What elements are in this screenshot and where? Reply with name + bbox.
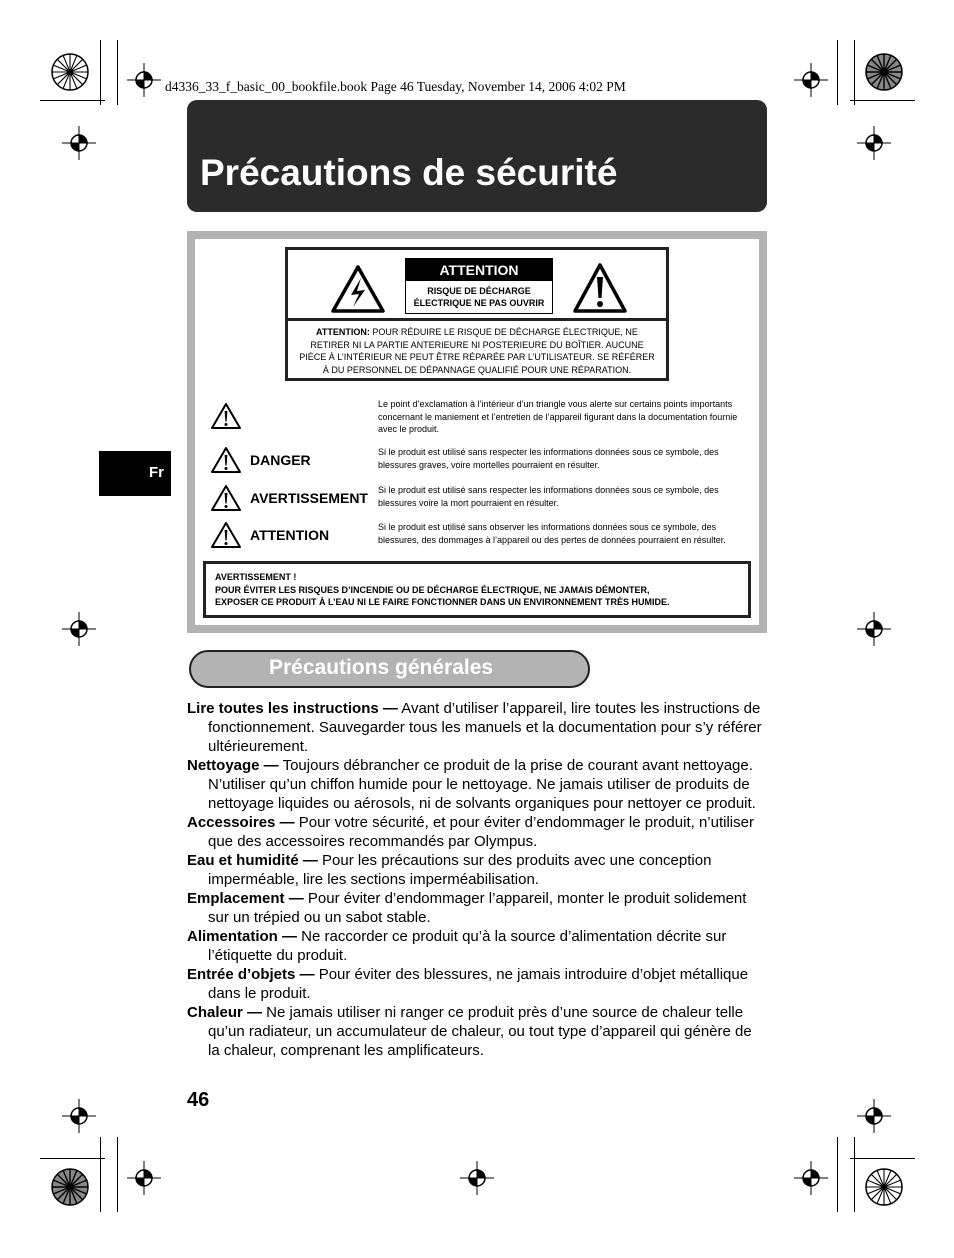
page-number: 46 bbox=[187, 1089, 210, 1111]
symbol-description: Si le produit est utilisé sans observer les informations données sous ce symbole, des blessures, des dommages à l’appareil ou des pertes de données pourraient en résulter. bbox=[378, 522, 726, 545]
list-item bbox=[187, 699, 767, 756]
shock-text-line: PIÈCE À L’INTÉRIEUR NE PEUT ÊTRE RÉPARÉE PAR L’UTILISATEUR. SE RÉFÉRER bbox=[299, 352, 655, 362]
item-term: Chaleur — bbox=[187, 1004, 263, 1021]
list-item bbox=[187, 851, 767, 889]
starburst-mark bbox=[50, 52, 90, 92]
crop-line bbox=[850, 100, 915, 101]
item-text: Avant d’utiliser l’appareil, lire toutes les instructions de fonctionnement. Sauvegarder tous les manuels et la documentation pour s’y référer ultérieurement. bbox=[208, 700, 762, 755]
crop-line bbox=[117, 40, 118, 105]
item-text: Ne jamais utiliser ni ranger ce produit près d’une source de chaleur telle qu’un radiateur, un accumulateur de chaleur, ou tout type d’appareil qui génère de la chaleur, comprenant les amplificateurs. bbox=[208, 1004, 752, 1059]
list-item bbox=[187, 889, 767, 927]
shock-text-line: À DU PERSONNEL DE DÉPANNAGE QUALIFIÉ POUR UNE RÉPARATION. bbox=[322, 364, 632, 375]
shock-hazard-text bbox=[292, 326, 662, 376]
attention-label-line: ÉLECTRIQUE NE PAS OUVRIR bbox=[413, 298, 545, 308]
exclamation-warning-icon bbox=[572, 262, 628, 314]
starburst-mark bbox=[864, 52, 904, 92]
item-term: Entrée d’objets — bbox=[187, 966, 315, 983]
crop-line bbox=[40, 100, 105, 101]
fire-shock-warning-box bbox=[203, 561, 751, 618]
item-term: Nettoyage — bbox=[187, 757, 279, 774]
item-text: Toujours débrancher ce produit de la prise de courant avant nettoyage. N’utiliser qu’un chiffon humide pour le nettoyage. Ne jamais utiliser de produits de nettoyage liquides ou aérosols, ni de solvants organiques pour nettoyer ce produit. bbox=[208, 757, 756, 812]
registration-mark bbox=[857, 612, 891, 646]
symbol-description: Le point d’exclamation à l’intérieur d’un triangle vous alerte sur certains points importants concernant le maniement et l’entretien de l’appareil figurant dans la documentation fournie avec le produit. bbox=[378, 399, 738, 434]
registration-mark bbox=[460, 1161, 494, 1195]
crop-line bbox=[100, 40, 101, 105]
item-text: Pour votre sécurité, et pour éviter d’endommager le produit, n’utiliser que des accessoires recommandés par Olympus. bbox=[208, 814, 754, 850]
registration-mark bbox=[62, 126, 96, 160]
language-tab-label: Fr bbox=[149, 464, 164, 481]
exclamation-warning-icon bbox=[210, 446, 242, 474]
registration-mark bbox=[857, 1099, 891, 1133]
starburst-mark bbox=[50, 1167, 90, 1207]
item-term: Eau et humidité — bbox=[187, 852, 318, 869]
item-text: Pour éviter d’endommager l’appareil, monter le produit solidement sur un trépied ou un sabot stable. bbox=[208, 890, 747, 926]
symbol-description: Si le produit est utilisé sans respecter les informations données sous ce symbole, des blessures voire la mort pourraient en résulter. bbox=[378, 485, 719, 508]
section-heading-label: Précautions générales bbox=[269, 656, 494, 679]
attention-label bbox=[405, 258, 553, 314]
item-term: Emplacement — bbox=[187, 890, 304, 907]
attention-label-line: RISQUE DE DÉCHARGE bbox=[427, 286, 531, 296]
registration-mark bbox=[794, 63, 828, 97]
shock-hazard-header bbox=[288, 250, 666, 321]
warning-box-line: POUR ÉVITER LES RISQUES D’INCENDIE OU DE DÉCHARGE ÉLECTRIQUE, NE JAMAIS DÉMONTER, bbox=[215, 584, 650, 595]
crop-line bbox=[40, 1158, 105, 1159]
page-title: Précautions de sécurité bbox=[200, 152, 618, 193]
symbol-label: AVERTISSEMENT bbox=[250, 490, 368, 506]
list-item bbox=[187, 965, 767, 1003]
lightning-warning-icon bbox=[330, 264, 386, 314]
bookfile-header: d4336_33_f_basic_00_bookfile.book Page 46 Tuesday, November 14, 2006 4:02 PM bbox=[165, 79, 626, 94]
list-item bbox=[187, 1003, 767, 1060]
item-text: Ne raccorder ce produit qu’à la source d’alimentation décrite sur l’étiquette du produit. bbox=[208, 928, 727, 964]
section-heading bbox=[189, 650, 590, 688]
list-item bbox=[187, 927, 767, 965]
starburst-mark bbox=[864, 1167, 904, 1207]
item-text: Pour les précautions sur des produits avec une conception imperméable, lire les sections imperméabilisation. bbox=[208, 852, 712, 888]
shock-text-line: RETIRER NI LA PARTIE ANTERIEURE NI POSTERIEURE DU BOÎTIER. AUCUNE bbox=[310, 339, 644, 350]
warning-box-line: AVERTISSEMENT ! bbox=[215, 572, 297, 582]
shock-text-line: POUR RÉDUIRE LE RISQUE DE DÉCHARGE ÉLECTRIQUE, NE bbox=[369, 327, 638, 337]
attention-label-header: ATTENTION bbox=[406, 259, 552, 281]
registration-mark bbox=[62, 612, 96, 646]
shock-text-bold: ATTENTION: bbox=[316, 327, 370, 337]
precautions-list bbox=[187, 699, 767, 1060]
warning-box-line: EXPOSER CE PRODUIT À L’EAU NI LE FAIRE FONCTIONNER DANS UN ENVIRONNEMENT TRÈS HUMIDE. bbox=[215, 597, 670, 607]
exclamation-warning-icon bbox=[210, 402, 242, 430]
item-text: Pour éviter des blessures, ne jamais introduire d’objet métallique dans le produit. bbox=[208, 966, 749, 1002]
crop-line bbox=[837, 1137, 838, 1212]
exclamation-warning-icon bbox=[210, 484, 242, 512]
crop-line bbox=[854, 1137, 855, 1212]
language-tab bbox=[99, 451, 171, 496]
title-bar bbox=[187, 100, 767, 212]
symbol-description: Si le produit est utilisé sans respecter les informations données sous ce symbole, des blessures graves, voire mortelles pourraient en résulter. bbox=[378, 447, 719, 470]
list-item bbox=[187, 813, 767, 851]
item-term: Alimentation — bbox=[187, 928, 298, 945]
item-term: Lire toutes les instructions — bbox=[187, 700, 398, 717]
crop-line bbox=[117, 1137, 118, 1212]
registration-mark bbox=[62, 1099, 96, 1133]
crop-line bbox=[854, 40, 855, 105]
registration-mark bbox=[127, 63, 161, 97]
registration-mark bbox=[127, 1161, 161, 1195]
symbol-label: DANGER bbox=[250, 452, 311, 468]
registration-mark bbox=[794, 1161, 828, 1195]
symbol-label: ATTENTION bbox=[250, 527, 330, 543]
shock-hazard-label bbox=[285, 247, 669, 381]
list-item bbox=[187, 756, 767, 813]
attention-label-subtext bbox=[406, 281, 552, 309]
crop-line bbox=[837, 40, 838, 105]
crop-line bbox=[100, 1137, 101, 1212]
registration-mark bbox=[857, 126, 891, 160]
crop-line bbox=[850, 1158, 915, 1159]
exclamation-warning-icon bbox=[210, 521, 242, 549]
item-term: Accessoires — bbox=[187, 814, 295, 831]
